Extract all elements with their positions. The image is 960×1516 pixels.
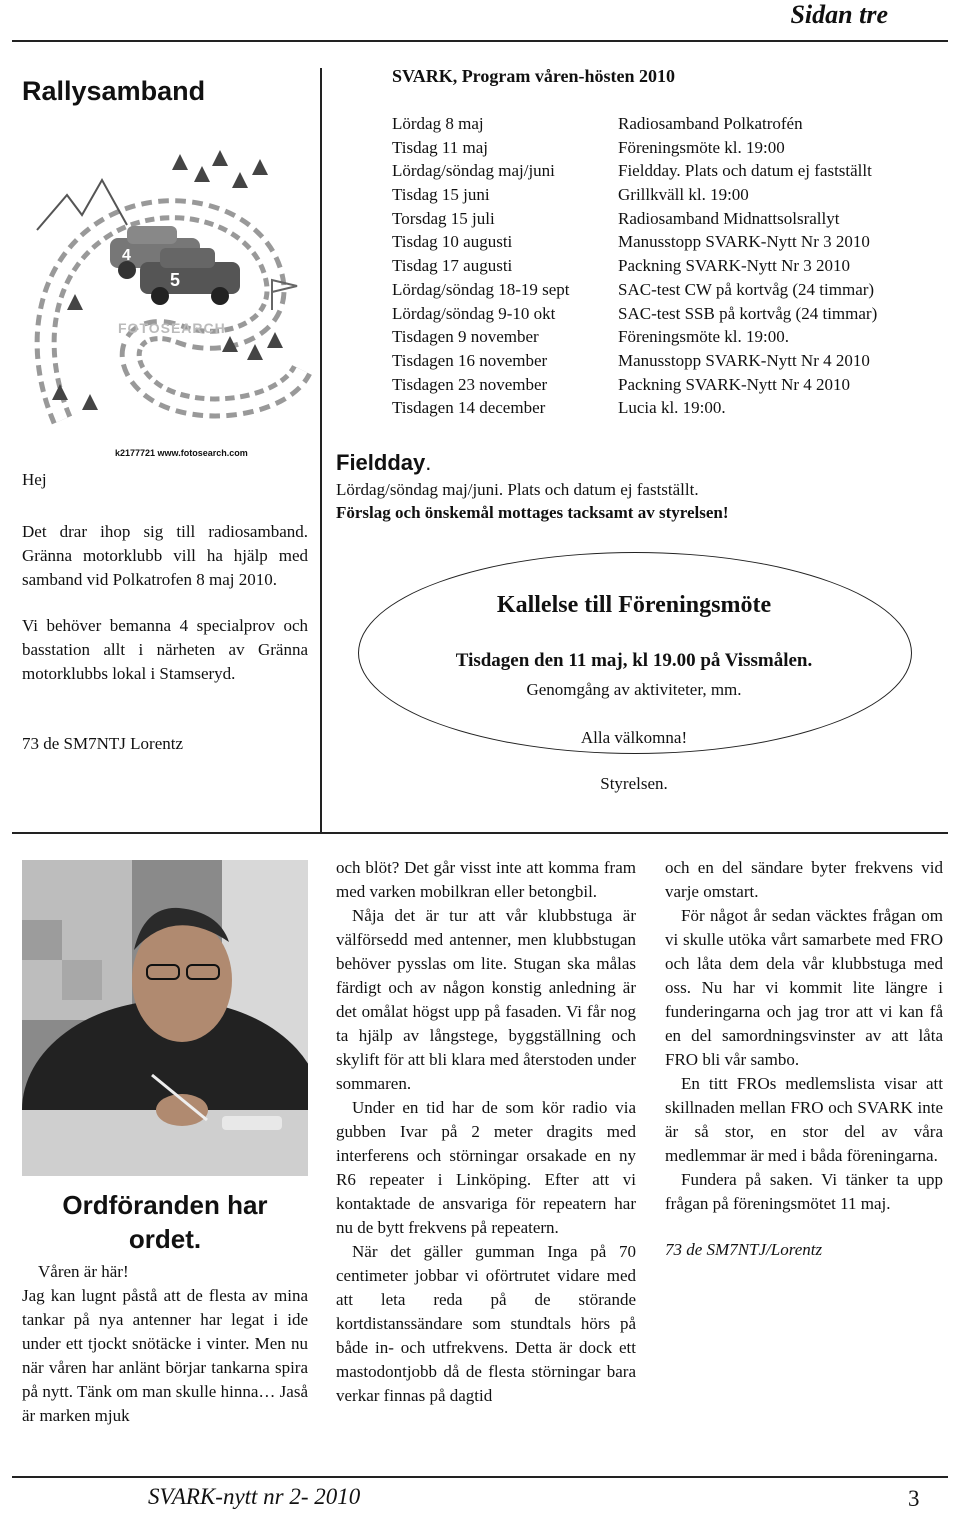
program-date: Lördag/söndag 9-10 okt xyxy=(392,303,556,323)
program-row xyxy=(392,209,877,233)
program-date: Tisdag 15 juni xyxy=(392,185,490,205)
rally-signature: 73 de SM7NTJ Lorentz xyxy=(22,734,184,753)
program-date: Tisdag 11 maj xyxy=(392,137,489,157)
ordforanden-heading-line-1: Ordföranden har xyxy=(62,1190,268,1220)
program-event: Packning SVARK-Nytt Nr 4 2010 xyxy=(618,374,851,394)
program-event: Manusstopp SVARK-Nytt Nr 4 2010 xyxy=(618,350,870,370)
col2-paragraph-1: och blöt? Det går visst inte att komma fram med varken mobilkran eller betongbil. xyxy=(336,858,636,901)
ordforanden-col-2 xyxy=(336,856,636,1408)
ordforanden-col-3 xyxy=(665,856,943,1262)
fieldday-heading-period: . xyxy=(425,450,432,475)
section-rule xyxy=(12,832,948,834)
program-row xyxy=(392,232,877,256)
program-event: SAC-test SSB på kortvåg (24 timmar) xyxy=(618,303,878,323)
fieldday-heading-text: Fieldday xyxy=(336,450,426,475)
program-row xyxy=(392,185,877,209)
program-row xyxy=(392,375,877,399)
header-rule xyxy=(12,40,948,42)
program-date: Lördag/söndag 18-19 sept xyxy=(392,279,570,299)
kallelse-agenda: Genomgång av aktiviteter, mm. xyxy=(526,680,742,699)
col1-paragraph-1: Våren är här! xyxy=(38,1262,129,1281)
program-row xyxy=(392,351,877,375)
program-date: Lördag/söndag maj/juni xyxy=(392,161,555,181)
image-watermark: FOTOSEARCH xyxy=(118,320,226,336)
svg-text:5: 5 xyxy=(170,270,181,290)
program-date: Torsdag 15 juli xyxy=(392,208,495,228)
program-row xyxy=(392,161,877,185)
program-row xyxy=(392,280,877,304)
chairman-photo xyxy=(22,860,308,1176)
col2-paragraph-4: När det gäller gumman Inga på 70 centimeter jobbar vi oförtrutet vidare med att leta reda på de störande kortdistanssändare som stundtals hörs på både in- och utfrekvens. Detta är dock ett mastodontjobb då de flesta störningar bara verkar finnas på dagtid xyxy=(336,1242,636,1405)
program-date: Lördag 8 maj xyxy=(392,114,484,133)
rally-paragraph-2: Vi behöver bemanna 4 specialprov och basstation allt i närheten av Gränna motorklubbs lokal i Stamseryd. xyxy=(22,616,308,683)
program-row xyxy=(392,256,877,280)
col1-paragraph-2: Jag kan lugnt påstå att de flesta av mina tankar på nya antenner har legat i ide under ett tjockt snötäcke i vinter. Men nu när våren har anlänt börjar tankarna spira på nytt. Tänk om man skulle hinna… Jaså är marken mjuk xyxy=(22,1286,308,1425)
program-row xyxy=(392,304,877,328)
program-row xyxy=(392,138,877,162)
fieldday-heading xyxy=(336,450,431,476)
chairman-photo-image xyxy=(22,860,308,1176)
footer-rule xyxy=(12,1476,948,1478)
rally-paragraph-1: Det drar ihop sig till radiosamband. Gränna motorklubb vill ha hjälp med samband vid Polkatrofen 8 maj 2010. xyxy=(22,522,308,589)
ordforanden-heading xyxy=(22,1188,308,1256)
footer-publication: SVARK-nytt nr 2- 2010 xyxy=(148,1484,361,1509)
kallelse-welcome: Alla välkomna! xyxy=(580,728,688,747)
ordforanden-col-1 xyxy=(22,1260,308,1428)
ordforanden-heading-line-2: ordet. xyxy=(128,1224,202,1254)
program-date: Tisdagen 23 november xyxy=(392,374,548,394)
svg-text:4: 4 xyxy=(122,247,131,264)
col2-paragraph-2: Nåja det är tur att vår klubbstuga är välförsedd med antenner, men klubbstugan behöver pysslas om lite. Stugan ska målas färdigt och av någon konstig anledning är det omålat högst upp på fasaden. Vi får nog ta hjälp av långstege, byggställning och skylift för att bli klara med återstoden under sommaren. xyxy=(336,906,636,1093)
program-title: SVARK, Program våren-hösten 2010 xyxy=(392,66,675,86)
program-date: Tisdag 17 augusti xyxy=(392,256,513,276)
program-date: Tisdagen 9 november xyxy=(392,327,539,347)
col3-paragraph-2: För något år sedan väcktes frågan om vi skulle utöka vårt samarbete med FRO och låta dem dela vår klubbstuga med oss. Nu har vi kommit lite längre i funderingarna och jag tror att vi kan få en del samordningsvinster av att låta FRO bli vår sambo. xyxy=(665,906,943,1069)
program-event: Manusstopp SVARK-Nytt Nr 3 2010 xyxy=(618,232,870,252)
rally-illustration xyxy=(22,120,322,440)
kallelse-when: Tisdagen den 11 maj, kl 19.00 på Vissmålen. xyxy=(455,650,813,671)
program-event: Föreningsmöte kl. 19:00 xyxy=(618,137,785,157)
col3-paragraph-4: Fundera på saken. Vi tänker ta upp frågan på föreningsmötet 11 maj. xyxy=(665,1170,943,1213)
program-event: Lucia kl. 19:00. xyxy=(618,398,726,418)
program-date: Tisdagen 16 november xyxy=(392,350,548,370)
rally-greeting: Hej xyxy=(22,470,47,489)
program-event: SAC-test CW på kortvåg (24 timmar) xyxy=(618,279,875,299)
program-event: Grillkväll kl. 19:00 xyxy=(618,185,749,205)
rally-heading: Rallysamband xyxy=(22,76,206,106)
section-title: Sidan tre xyxy=(790,0,888,29)
col2-paragraph-3: Under en tid har de som kör radio via gubben Ivar på 2 meter dragits med interferens och störningar orsakade en ny R6 repeater i Linköping. Efter att vi kontaktade de ansvariga för repeatern har nu de bytt frekvens på repeatern. xyxy=(336,1098,636,1237)
col3-paragraph-1: och en del sändare byter frekvens vid varje omstart. xyxy=(665,858,943,901)
rally-cars-illustration xyxy=(22,120,322,440)
program-date: Tisdag 10 augusti xyxy=(392,232,513,252)
program-date: Tisdagen 14 december xyxy=(392,398,546,418)
program-event: Fieldday. Plats och datum ej fastställt xyxy=(618,161,872,181)
kallelse-title: Kallelse till Föreningsmöte xyxy=(496,592,772,618)
program-event: Packning SVARK-Nytt Nr 3 2010 xyxy=(618,256,851,276)
image-caption: k2177721 www.fotosearch.com xyxy=(115,448,248,458)
program-row xyxy=(392,114,877,138)
program-event: Radiosamband Midnattsolsrallyt xyxy=(618,208,840,228)
col3-signature: 73 de SM7NTJ/Lorentz xyxy=(665,1240,823,1259)
col3-paragraph-3: En titt FROs medlemslista visar att skillnaden mellan FRO och SVARK inte är så stor, en stor del av våra medlemmar är med i båda föreningarna. xyxy=(665,1074,943,1165)
fieldday-line-2: Förslag och önskemål mottages tacksamt av styrelsen! xyxy=(336,503,729,522)
program-event: Föreningsmöte kl. 19:00. xyxy=(618,327,789,347)
fieldday-line-1: Lördag/söndag maj/juni. Plats och datum ej fastställt. xyxy=(336,480,699,499)
program-event: Radiosamband Polkatrofén xyxy=(618,114,803,133)
page-number: 3 xyxy=(908,1486,920,1511)
program-table xyxy=(392,114,877,422)
kallelse-signed: Styrelsen. xyxy=(600,774,668,793)
program-row xyxy=(392,398,877,422)
program-row xyxy=(392,327,877,351)
